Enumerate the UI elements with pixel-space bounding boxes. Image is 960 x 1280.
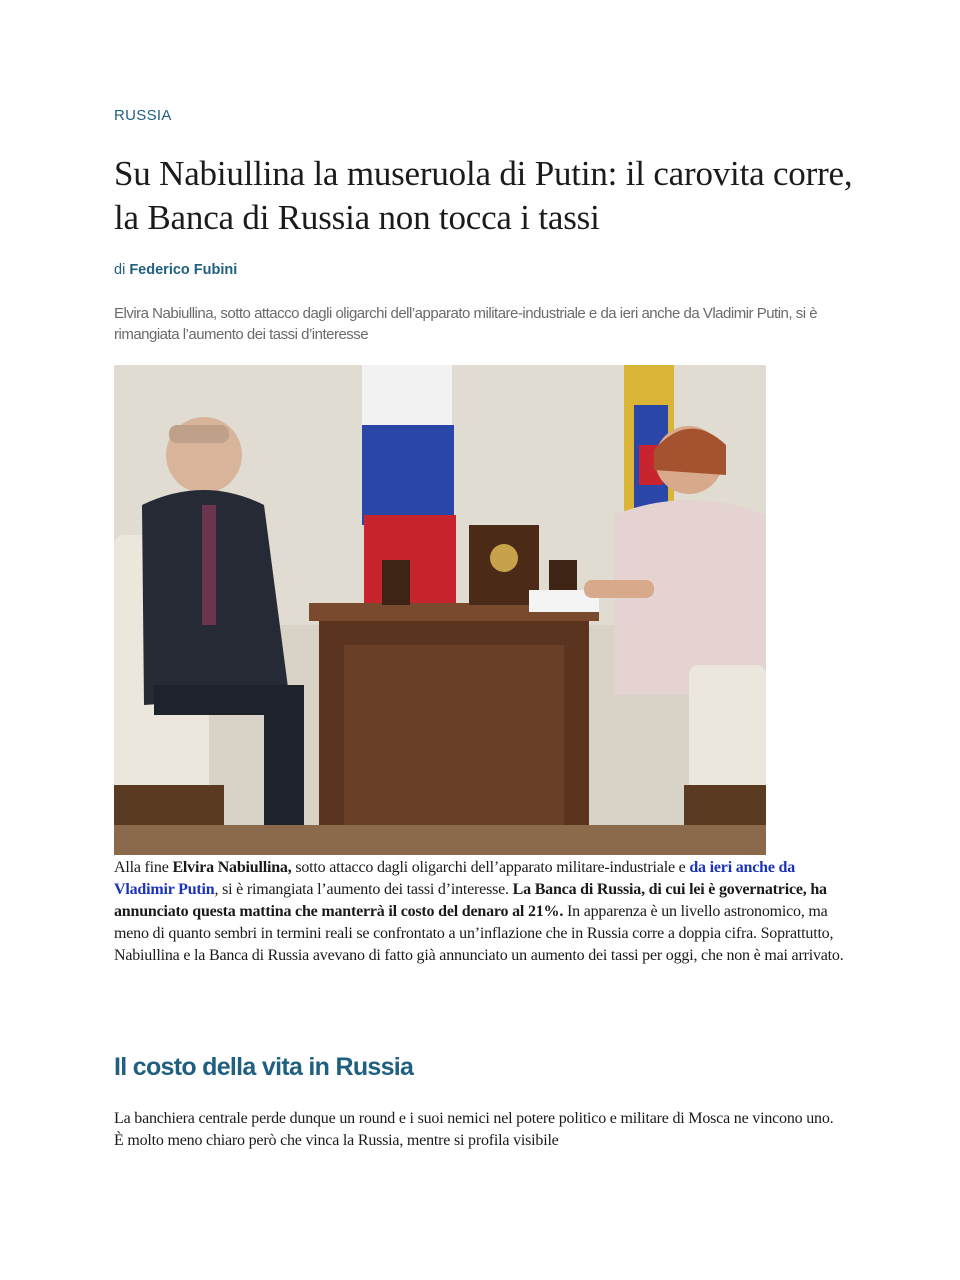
paragraph-1-text-1: Alla fine	[114, 859, 173, 876]
subheading: Il costo della vita in Russia	[114, 1053, 414, 1081]
headline: Su Nabiullina la museruola di Putin: il carovita corre, la Banca di Russia non tocca i tassi	[114, 154, 853, 237]
paragraph-2: La banchiera centrale perde dunque un round e i suoi nemici nel potere politico e militare di Mosca ne vincono uno. È molto meno chiaro però che vinca la Russia, mentre si profila visibile	[114, 1110, 834, 1149]
byline-prefix: di	[114, 262, 126, 278]
paragraph-1-bold-1: Elvira Nabiullina,	[172, 859, 292, 876]
author-link[interactable]: Federico Fubini	[129, 262, 238, 278]
paragraph-1-bold-2: La Banca di Russia, di cui lei è governatrice, ha annunciato questa mattina che manterrà il costo del denaro al 21%.	[114, 881, 827, 920]
paragraph-1-text-4: In apparenza è un livello astronomico, ma meno di quanto sembri in termini reali se confrontato a un’inflazione che in Russia corre a doppia cifra. Soprattutto, Nabiullina e la Banca di Russia avevano di fatto già annunciato un aumento dei tassi per oggi, che non è mai arrivato.	[114, 903, 844, 964]
paragraph-1-text-3: , si è rimangiata l’aumento dei tassi d’interesse.	[214, 881, 513, 898]
putin-link[interactable]: da ieri anche da Vladimir Putin	[114, 859, 796, 898]
section-tag[interactable]: RUSSIA	[114, 107, 172, 124]
article-photo	[114, 365, 766, 855]
article-summary: Elvira Nabiullina, sotto attacco dagli oligarchi dell’apparato militare-industriale e da ieri anche da Vladimir Putin, si è rimangiata l’aumento dei tassi d’interesse	[114, 305, 818, 343]
byline	[114, 262, 237, 278]
paragraph-1	[114, 857, 844, 967]
paragraph-1-text-2: sotto attacco dagli oligarchi dell’apparato militare-industriale e	[291, 859, 690, 876]
